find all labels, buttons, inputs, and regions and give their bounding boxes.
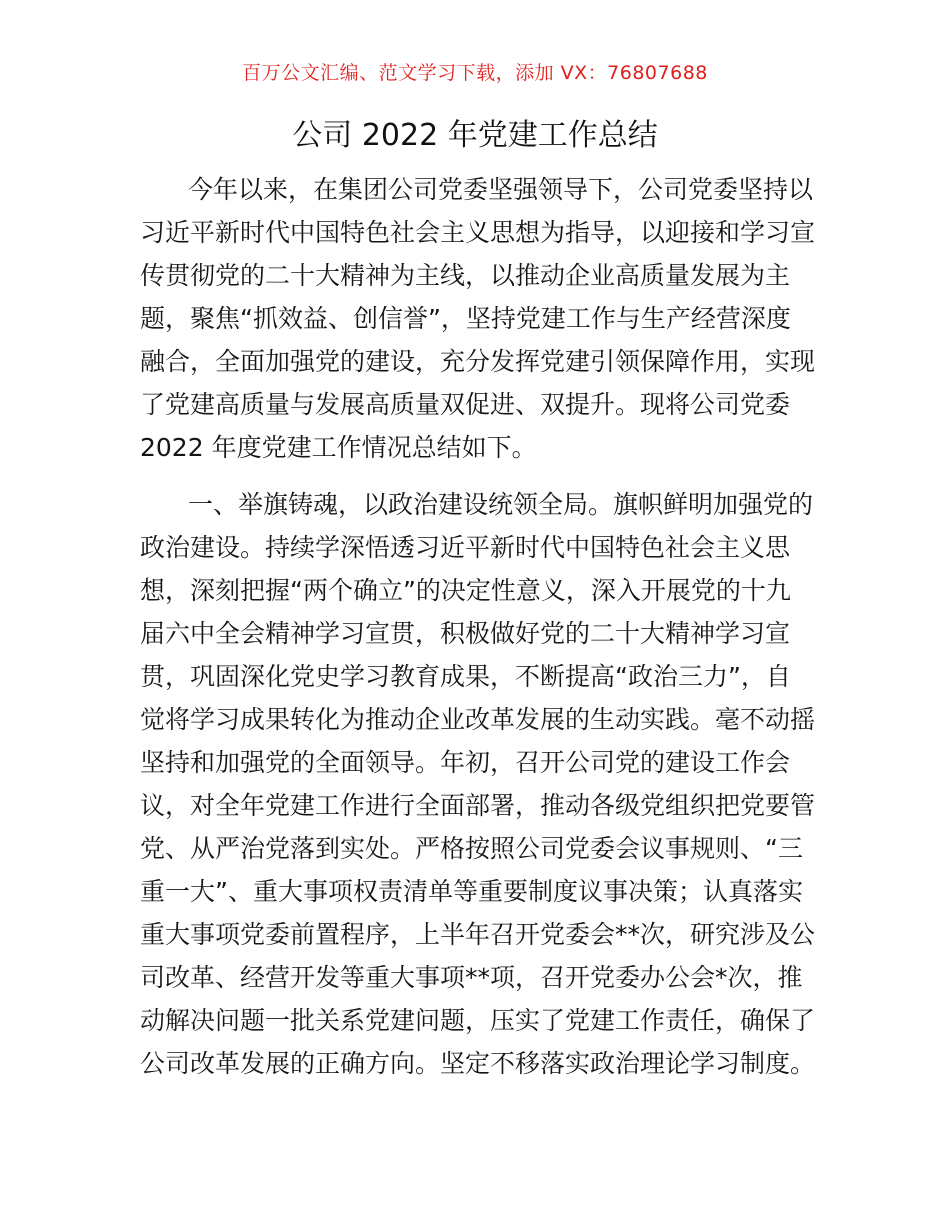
paragraph-line: 觉将学习成果转化为推动企业改革发展的生动实践。毫不动摇 bbox=[140, 705, 816, 734]
paragraph-line: 传贯彻党的二十大精神为主线，以推动企业高质量发展为主 bbox=[140, 261, 791, 290]
document-title: 公司 2022 年党建工作总结 bbox=[292, 118, 658, 153]
paragraph-line: 2022 年度党建工作情况总结如下。 bbox=[140, 433, 537, 462]
paragraph-line: 重一大”、重大事项权责清单等重要制度议事决策；认真落实 bbox=[140, 877, 803, 906]
paragraph-line: 习近平新时代中国特色社会主义思想为指导，以迎接和学习宣 bbox=[140, 218, 816, 247]
paragraph-line: 一、举旗铸魂，以政治建设统领全局。旗帜鲜明加强党的 bbox=[188, 490, 814, 519]
paragraph-line: 党、从严治党落到实处。严格按照公司党委会议事规则、“三 bbox=[140, 834, 803, 863]
paragraph-line: 今年以来，在集团公司党委坚强领导下，公司党委坚持以 bbox=[188, 175, 814, 204]
paragraph-line: 想，深刻把握“两个确立”的决定性意义，深入开展党的十九 bbox=[140, 576, 791, 605]
paragraph-line: 坚持和加强党的全面领导。年初，召开公司党的建设工作会 bbox=[140, 748, 791, 777]
header-watermark-note: 百万公文汇编、范文学习下载，添加 VX：76807688 bbox=[242, 62, 708, 84]
paragraph-line: 了党建高质量与发展高质量双促进、双提升。现将公司党委 bbox=[140, 390, 791, 419]
paragraph-line: 题，聚焦“抓效益、创信誉”，坚持党建工作与生产经营深度 bbox=[140, 304, 791, 333]
paragraph-section-one bbox=[140, 483, 816, 1085]
paragraph-line: 司改革、经营开发等重大事项**项，召开党委办公会*次，推 bbox=[140, 963, 803, 992]
paragraph-intro bbox=[140, 168, 816, 469]
paragraph-line: 融合，全面加强党的建设，充分发挥党建引领保障作用，实现 bbox=[140, 347, 816, 376]
paragraph-line: 议，对全年党建工作进行全面部署，推动各级党组织把党要管 bbox=[140, 791, 816, 820]
paragraph-line: 贯，巩固深化党史学习教育成果，不断提高“政治三力”，自 bbox=[140, 662, 791, 691]
paragraph-line: 公司改革发展的正确方向。坚定不移落实政治理论学习制度。 bbox=[140, 1049, 816, 1078]
paragraph-line: 政治建设。持续学深悟透习近平新时代中国特色社会主义思 bbox=[140, 533, 791, 562]
paragraph-line: 届六中全会精神学习宣贯，积极做好党的二十大精神学习宣 bbox=[140, 619, 791, 648]
paragraph-line: 动解决问题一批关系党建问题，压实了党建工作责任，确保了 bbox=[140, 1006, 816, 1035]
paragraph-line: 重大事项党委前置程序，上半年召开党委会**次，研究涉及公 bbox=[140, 920, 816, 949]
